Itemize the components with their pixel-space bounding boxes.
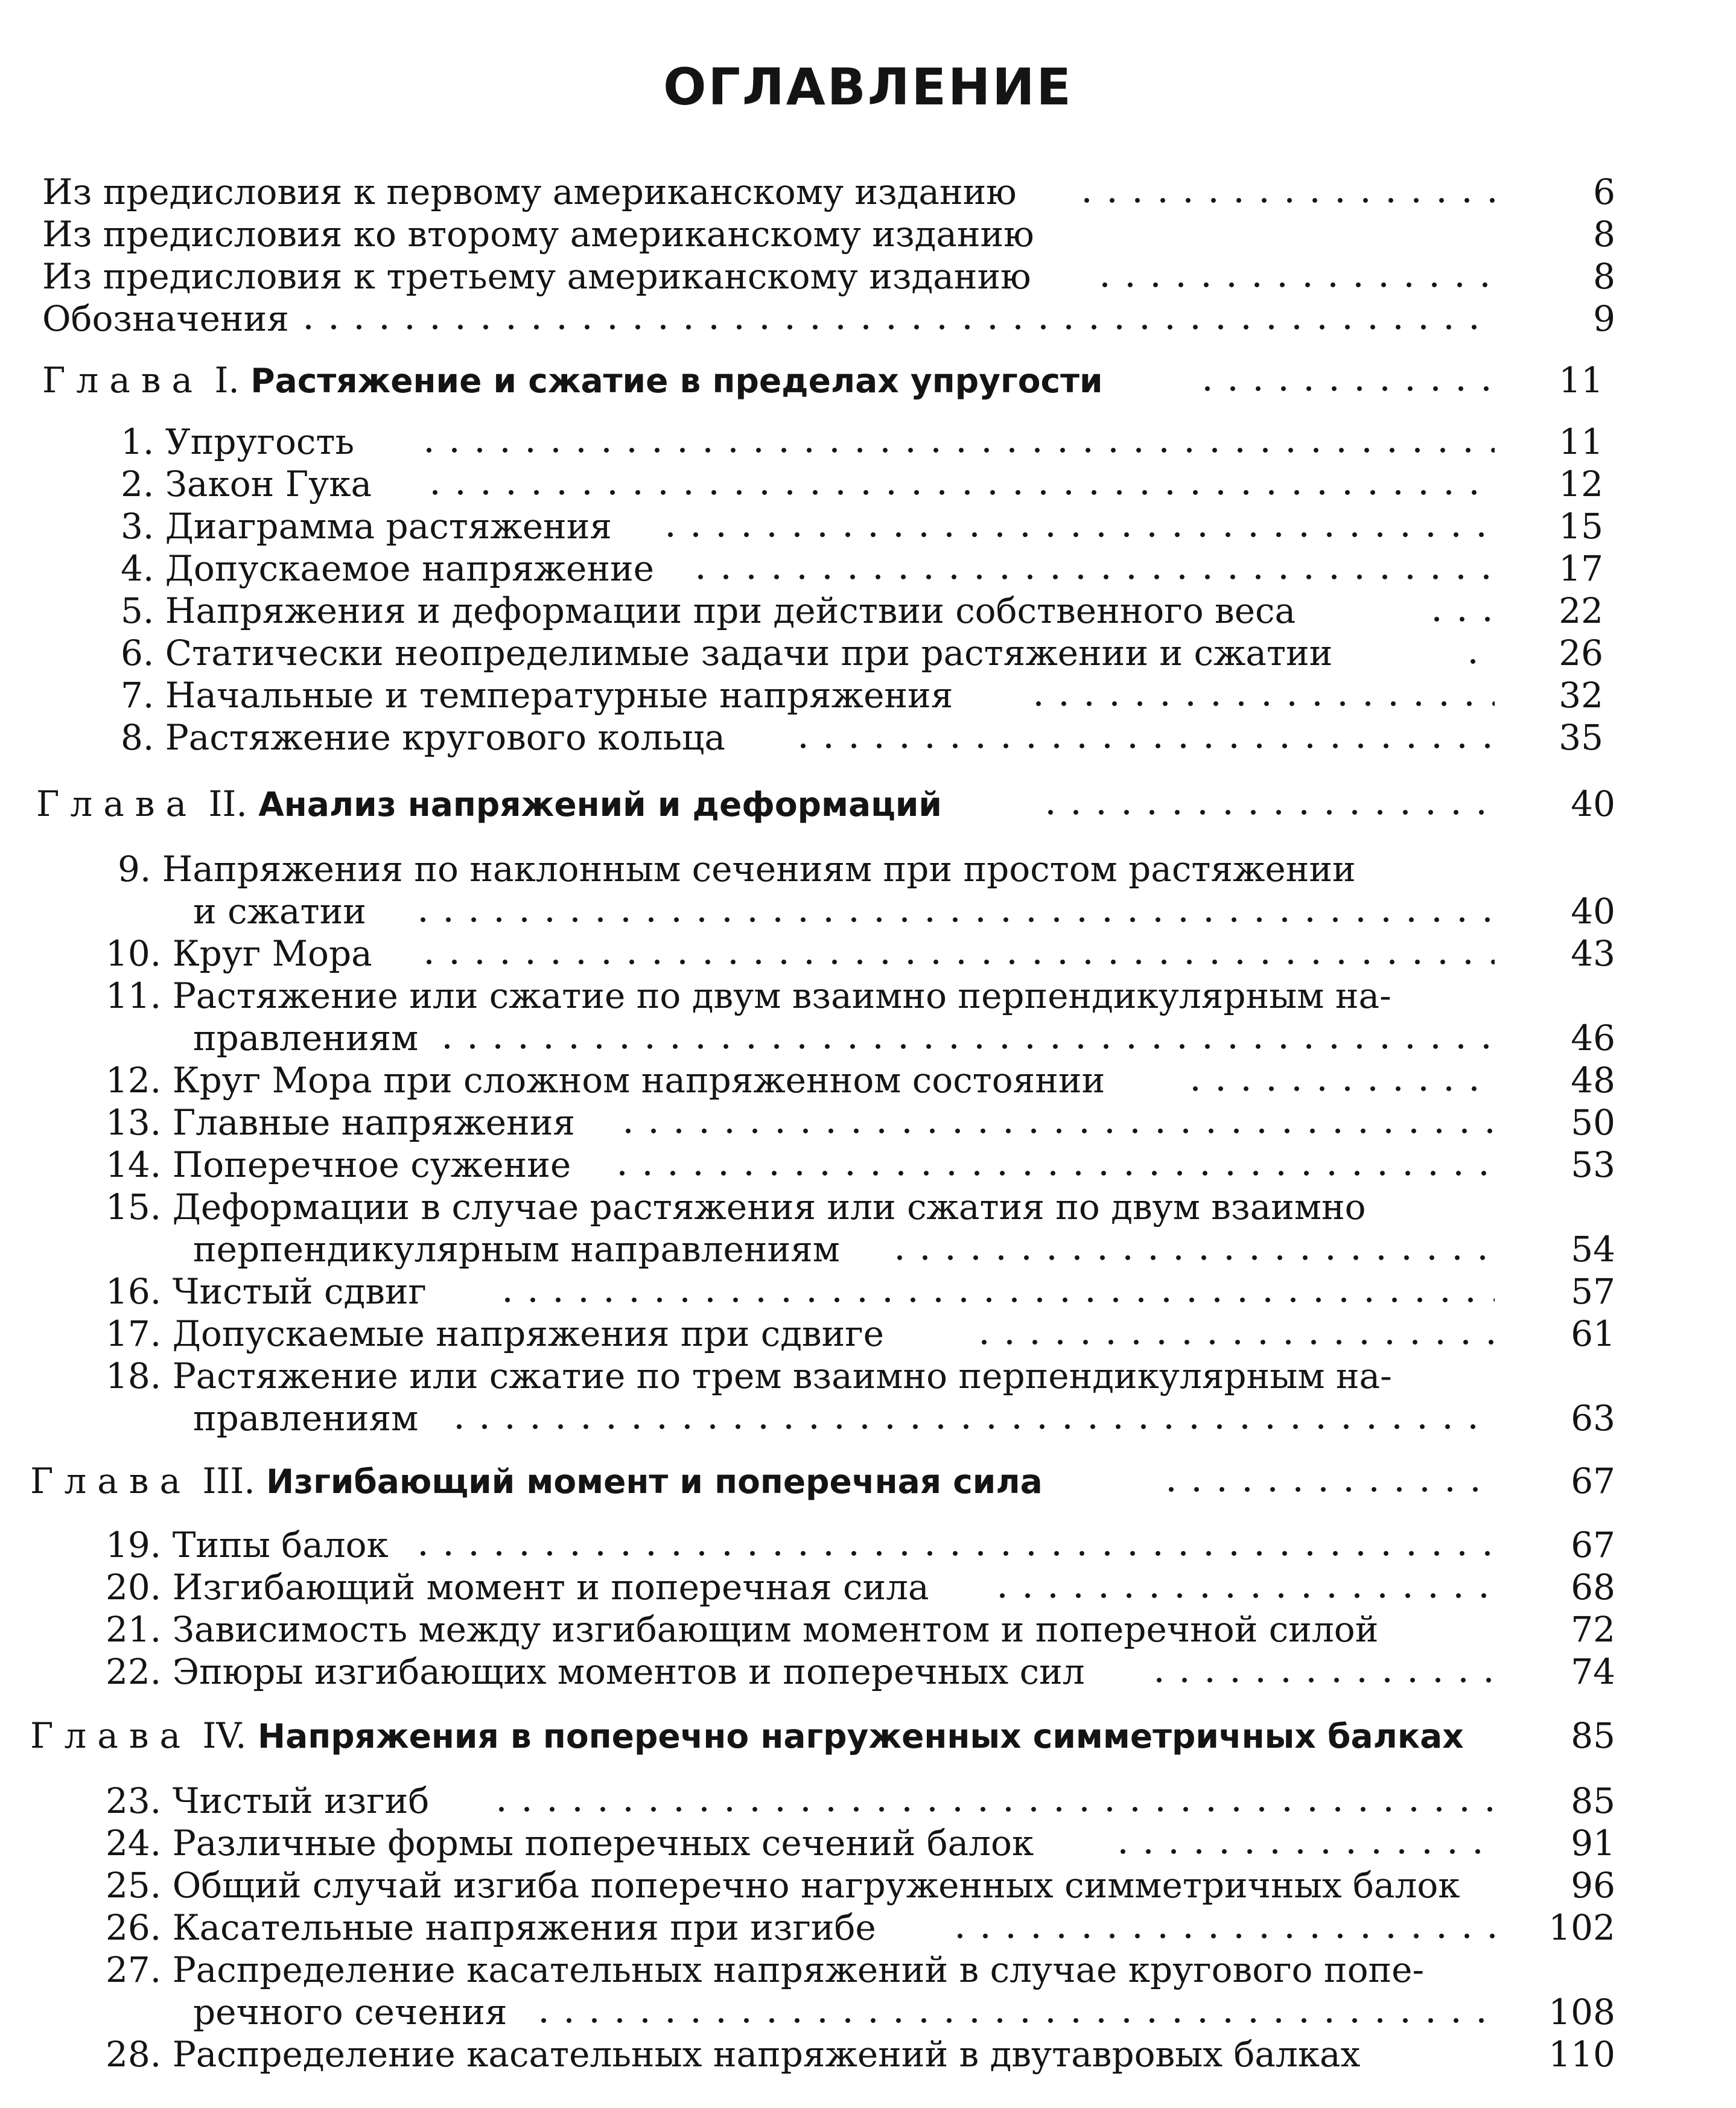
section-number: 9. xyxy=(118,849,151,890)
toc-page-number: 35 xyxy=(1559,717,1603,758)
leader-dots xyxy=(1460,659,1495,664)
section-number: 23. xyxy=(106,1780,162,1821)
section-title: Начальные и температурные напряжения xyxy=(165,675,953,716)
toc-entry-label xyxy=(121,506,612,547)
section-number: 16. xyxy=(106,1271,162,1312)
section-title: Распределение касательных напряжений в двутавровых балках xyxy=(172,2034,1361,2075)
section-title: Растяжение кругового кольца xyxy=(165,717,725,758)
chapter-word: Глава xyxy=(30,1715,192,1756)
leader-dots xyxy=(609,1171,1495,1176)
section-number: 1. xyxy=(121,421,154,462)
section-title: Диаграмма растяжения xyxy=(165,506,612,547)
toc-page-number: 8 xyxy=(1593,214,1615,255)
toc-section xyxy=(0,1056,1736,1104)
toc-entry-label xyxy=(106,1907,876,1948)
chapter-heading xyxy=(30,1460,1043,1501)
toc-entry-label xyxy=(106,1609,1379,1650)
section-number: 5. xyxy=(121,590,154,631)
toc-section xyxy=(0,1605,1736,1654)
section-title: Чистый сдвиг xyxy=(172,1271,427,1312)
toc-entry-preface-3 xyxy=(0,252,1736,301)
section-number: 14. xyxy=(106,1144,162,1185)
section-number: 25. xyxy=(106,1865,162,1906)
toc-section xyxy=(0,671,1736,719)
chapter-name: Напряжения в поперечно нагруженных симметричных балках xyxy=(258,1717,1464,1756)
page-title: ОГЛАВЛЕНИЕ xyxy=(663,57,1073,116)
chapter-name: Анализ напряжений и деформаций xyxy=(258,785,942,824)
toc-entry-label xyxy=(121,632,1333,673)
toc-section xyxy=(0,544,1736,593)
toc-page-number: 15 xyxy=(1559,506,1603,547)
leader-dots xyxy=(1424,617,1495,622)
section-title: Зависимость между изгибающим моментом и поперечной силой xyxy=(172,1609,1379,1650)
toc-page-number: 11 xyxy=(1559,421,1603,462)
chapter-name: Изгибающий момент и поперечная сила xyxy=(266,1462,1043,1501)
toc-entry-label xyxy=(121,548,654,589)
toc-entry-label: Из предисловия к третьему американскому изданию xyxy=(42,256,1031,297)
toc-page-number: 43 xyxy=(1571,933,1615,974)
toc-section xyxy=(0,887,1736,935)
toc-section xyxy=(0,1394,1736,1442)
toc-section xyxy=(0,587,1736,635)
toc-section xyxy=(0,1819,1736,1867)
chapter-word: Глава xyxy=(30,1460,192,1501)
section-number: 13. xyxy=(106,1102,162,1143)
toc-page-number: 110 xyxy=(1548,2034,1615,2075)
toc-page-number: 108 xyxy=(1548,1992,1615,2033)
chapter-heading xyxy=(42,360,1103,401)
section-title: Общий случай изгиба поперечно нагруженных симметричных балок xyxy=(172,1865,1460,1906)
toc-page-number: 8 xyxy=(1593,256,1615,297)
toc-entry-label xyxy=(106,1102,575,1143)
leader-dots xyxy=(489,1807,1495,1812)
chapter-word: Глава xyxy=(42,360,204,401)
leader-dots xyxy=(887,1255,1495,1260)
section-number: 27. xyxy=(106,1949,162,1990)
section-number: 28. xyxy=(106,2034,162,2075)
toc-entry-label: перпендикулярным направлениям xyxy=(193,1229,840,1270)
leader-dots xyxy=(971,1340,1495,1345)
toc-page-number: 85 xyxy=(1571,1780,1615,1821)
toc-page-number: 91 xyxy=(1571,1823,1615,1864)
toc-page-number: 74 xyxy=(1571,1651,1615,1692)
leader-dots xyxy=(416,448,1495,453)
toc-page-number: 48 xyxy=(1571,1060,1615,1101)
toc-page-number: 11 xyxy=(1559,360,1603,401)
leader-dots xyxy=(1110,1849,1495,1854)
toc-entry-label xyxy=(121,675,953,716)
toc-page-number: 67 xyxy=(1571,1460,1615,1501)
toc-entry-label xyxy=(121,590,1296,631)
toc-section xyxy=(0,929,1736,978)
toc-page-number: 17 xyxy=(1559,548,1603,589)
toc-entry-label xyxy=(106,975,1391,1016)
toc-section xyxy=(0,1903,1736,1952)
toc-page-number: 6 xyxy=(1593,171,1615,212)
section-title: Растяжение или сжатие по трем взаимно перпендикулярным на- xyxy=(172,1355,1392,1396)
toc-section xyxy=(0,502,1736,550)
toc-page-number: 40 xyxy=(1571,783,1615,824)
chapter-roman: III. xyxy=(202,1460,255,1501)
toc-section xyxy=(0,460,1736,508)
chapter-roman: II. xyxy=(208,783,247,824)
toc-entry-label: правлениям xyxy=(193,1398,419,1439)
toc-page-number: 32 xyxy=(1559,675,1603,716)
leader-dots xyxy=(1146,1678,1495,1683)
toc-entry-preface-1 xyxy=(0,168,1736,216)
section-number: 2. xyxy=(121,463,154,505)
toc-section-first-line xyxy=(0,845,1736,893)
toc-entry-label xyxy=(106,1823,1034,1864)
toc-page-number: 63 xyxy=(1571,1398,1615,1439)
section-title: Различные формы поперечных сечений балок xyxy=(172,1823,1034,1864)
toc-entry-label xyxy=(121,463,372,505)
toc-entry-label xyxy=(106,1313,884,1354)
section-number: 24. xyxy=(106,1823,162,1864)
section-number: 4. xyxy=(121,548,154,589)
leader-dots xyxy=(447,1424,1495,1429)
chapter-roman: I. xyxy=(214,360,240,401)
toc-chapter-4 xyxy=(0,1712,1736,1760)
toc-page-number: 53 xyxy=(1571,1144,1615,1185)
leader-dots xyxy=(422,490,1495,495)
leader-dots xyxy=(1026,701,1495,706)
section-number: 22. xyxy=(106,1651,162,1692)
leader-dots xyxy=(1092,282,1495,287)
section-number: 15. xyxy=(106,1186,162,1228)
toc-entry-label xyxy=(106,1949,1424,1990)
leader-dots xyxy=(416,960,1495,964)
toc-entry-preface-2 xyxy=(0,210,1736,258)
section-number: 19. xyxy=(106,1524,162,1565)
toc-entry-label xyxy=(106,1144,571,1185)
toc-page-number: 54 xyxy=(1571,1229,1615,1270)
toc-page-number: 61 xyxy=(1571,1313,1615,1354)
toc-entry-label xyxy=(106,1567,929,1608)
section-title: Растяжение или сжатие по двум взаимно перпендикулярным на- xyxy=(172,975,1391,1016)
section-title: Главные напряжения xyxy=(172,1102,575,1143)
toc-page-number: 68 xyxy=(1571,1567,1615,1608)
section-number: 26. xyxy=(106,1907,162,1948)
section-number: 6. xyxy=(121,632,154,673)
section-title: Эпюры изгибающих моментов и поперечных сил xyxy=(172,1651,1085,1692)
toc-entry-label: Из предисловия ко второму американскому изданию xyxy=(42,214,1034,255)
leader-dots xyxy=(1074,198,1495,203)
toc-page-number: 9 xyxy=(1593,298,1615,339)
toc-page-number: 67 xyxy=(1571,1524,1615,1565)
toc-section xyxy=(0,1648,1736,1696)
leader-dots xyxy=(531,2018,1495,2023)
chapter-heading xyxy=(36,783,942,824)
toc-entry-label xyxy=(106,933,372,974)
toc-page-number: 96 xyxy=(1571,1865,1615,1906)
leader-dots xyxy=(434,1044,1495,1049)
toc-section xyxy=(0,629,1736,677)
leader-dots xyxy=(947,1934,1495,1938)
section-number: 12. xyxy=(106,1060,162,1101)
toc-section xyxy=(0,1098,1736,1147)
section-title: Статически неопределимые задачи при растяжении и сжатии xyxy=(165,632,1333,673)
toc-section xyxy=(0,1141,1736,1189)
toc-section-first-line xyxy=(0,1946,1736,1994)
toc-entry-label: правлениям xyxy=(193,1017,419,1059)
section-title: Типы балок xyxy=(172,1524,389,1565)
section-title: Упругость xyxy=(165,421,355,462)
section-title: Изгибающий момент и поперечная сила xyxy=(172,1567,929,1608)
leader-dots xyxy=(410,1551,1495,1556)
toc-section xyxy=(0,1267,1736,1316)
leader-dots xyxy=(990,1593,1495,1598)
toc-entry-label xyxy=(106,1060,1105,1101)
toc-page-number: 85 xyxy=(1571,1715,1615,1756)
leader-dots xyxy=(1490,240,1495,245)
toc-entry-label: Из предисловия к первому американскому изданию xyxy=(42,171,1017,212)
leader-dots xyxy=(1038,810,1495,815)
leader-dots xyxy=(1195,386,1495,391)
toc-entry-label xyxy=(106,2034,1361,2075)
chapter-word: Глава xyxy=(36,783,198,824)
toc-entry-label xyxy=(121,421,355,462)
leader-dots xyxy=(296,325,1495,330)
leader-dots xyxy=(1159,1487,1495,1492)
toc-chapter-1 xyxy=(0,356,1736,404)
leader-dots xyxy=(410,917,1495,922)
section-number: 3. xyxy=(121,506,154,547)
toc-section-first-line xyxy=(0,1352,1736,1400)
toc-section xyxy=(0,1563,1736,1611)
toc-page-number: 12 xyxy=(1559,463,1603,505)
section-title: Чистый изгиб xyxy=(172,1780,430,1821)
toc-entry-label: и сжатии xyxy=(193,891,366,932)
toc-entry-label xyxy=(106,1865,1460,1906)
toc-page-number: 50 xyxy=(1571,1102,1615,1143)
toc-section xyxy=(0,1521,1736,1569)
toc-entry-label xyxy=(106,1524,389,1565)
toc-section-first-line xyxy=(0,972,1736,1020)
toc-entry-label xyxy=(106,1651,1085,1692)
toc-entry-label xyxy=(106,1780,430,1821)
toc-section xyxy=(0,1014,1736,1062)
leader-dots xyxy=(790,744,1495,748)
leader-dots xyxy=(495,1298,1495,1302)
section-title: Закон Гука xyxy=(165,463,372,505)
toc-section xyxy=(0,1988,1736,2036)
toc-entry-label xyxy=(106,1271,427,1312)
toc-entry-label xyxy=(106,1355,1392,1396)
chapter-name: Растяжение и сжатие в пределах упругости xyxy=(250,361,1103,400)
toc-page-number: 46 xyxy=(1571,1017,1615,1059)
section-number: 18. xyxy=(106,1355,162,1396)
section-title: Напряжения и деформации при действии собственного веса xyxy=(165,590,1296,631)
toc-entry-label: Обозначения xyxy=(42,298,289,339)
chapter-heading xyxy=(30,1715,1464,1756)
leader-dots xyxy=(688,575,1495,579)
toc-page-number: 22 xyxy=(1559,590,1603,631)
leader-dots xyxy=(658,532,1495,537)
toc-section xyxy=(0,418,1736,466)
section-number: 17. xyxy=(106,1313,162,1354)
section-title: Круг Мора xyxy=(172,933,372,974)
chapter-roman: IV. xyxy=(202,1715,247,1756)
toc-section xyxy=(0,1225,1736,1273)
section-number: 20. xyxy=(106,1567,162,1608)
section-number: 21. xyxy=(106,1609,162,1650)
section-title: Напряжения по наклонным сечениям при простом растяжении xyxy=(162,849,1356,890)
toc-section xyxy=(0,1777,1736,1825)
section-number: 10. xyxy=(106,933,162,974)
section-title: Круг Мора при сложном напряженном состоянии xyxy=(172,1060,1105,1101)
toc-section xyxy=(0,713,1736,762)
toc-page-number: 102 xyxy=(1548,1907,1615,1948)
section-title: Касательные напряжения при изгибе xyxy=(172,1907,876,1948)
toc-entry-notation xyxy=(0,295,1736,343)
section-title: Допускаемое напряжение xyxy=(165,548,654,589)
toc-page-number: 40 xyxy=(1571,891,1615,932)
toc-chapter-3 xyxy=(0,1457,1736,1505)
toc-entry-label xyxy=(118,849,1356,890)
section-title: Допускаемые напряжения при сдвиге xyxy=(172,1313,884,1354)
toc-page-number: 26 xyxy=(1559,632,1603,673)
leader-dots xyxy=(1183,1086,1495,1091)
toc-section xyxy=(0,1861,1736,1909)
toc-section xyxy=(0,1310,1736,1358)
section-number: 7. xyxy=(121,675,154,716)
toc-section-first-line xyxy=(0,1183,1736,1231)
leader-dots xyxy=(615,1129,1495,1133)
section-title: Распределение касательных напряжений в случае кругового попе- xyxy=(172,1949,1425,1990)
section-number: 11. xyxy=(106,975,162,1016)
toc-entry-label: речного сечения xyxy=(193,1992,507,2033)
section-title: Деформации в случае растяжения или сжатия по двум взаимно xyxy=(172,1186,1366,1228)
toc-section xyxy=(0,2030,1736,2078)
toc-entry-label xyxy=(106,1186,1366,1228)
toc-chapter-2 xyxy=(0,780,1736,828)
toc-entry-label xyxy=(121,717,725,758)
section-title: Поперечное сужение xyxy=(172,1144,571,1185)
toc-page-number: 72 xyxy=(1571,1609,1615,1650)
toc-page-number: 57 xyxy=(1571,1271,1615,1312)
section-number: 8. xyxy=(121,717,154,758)
